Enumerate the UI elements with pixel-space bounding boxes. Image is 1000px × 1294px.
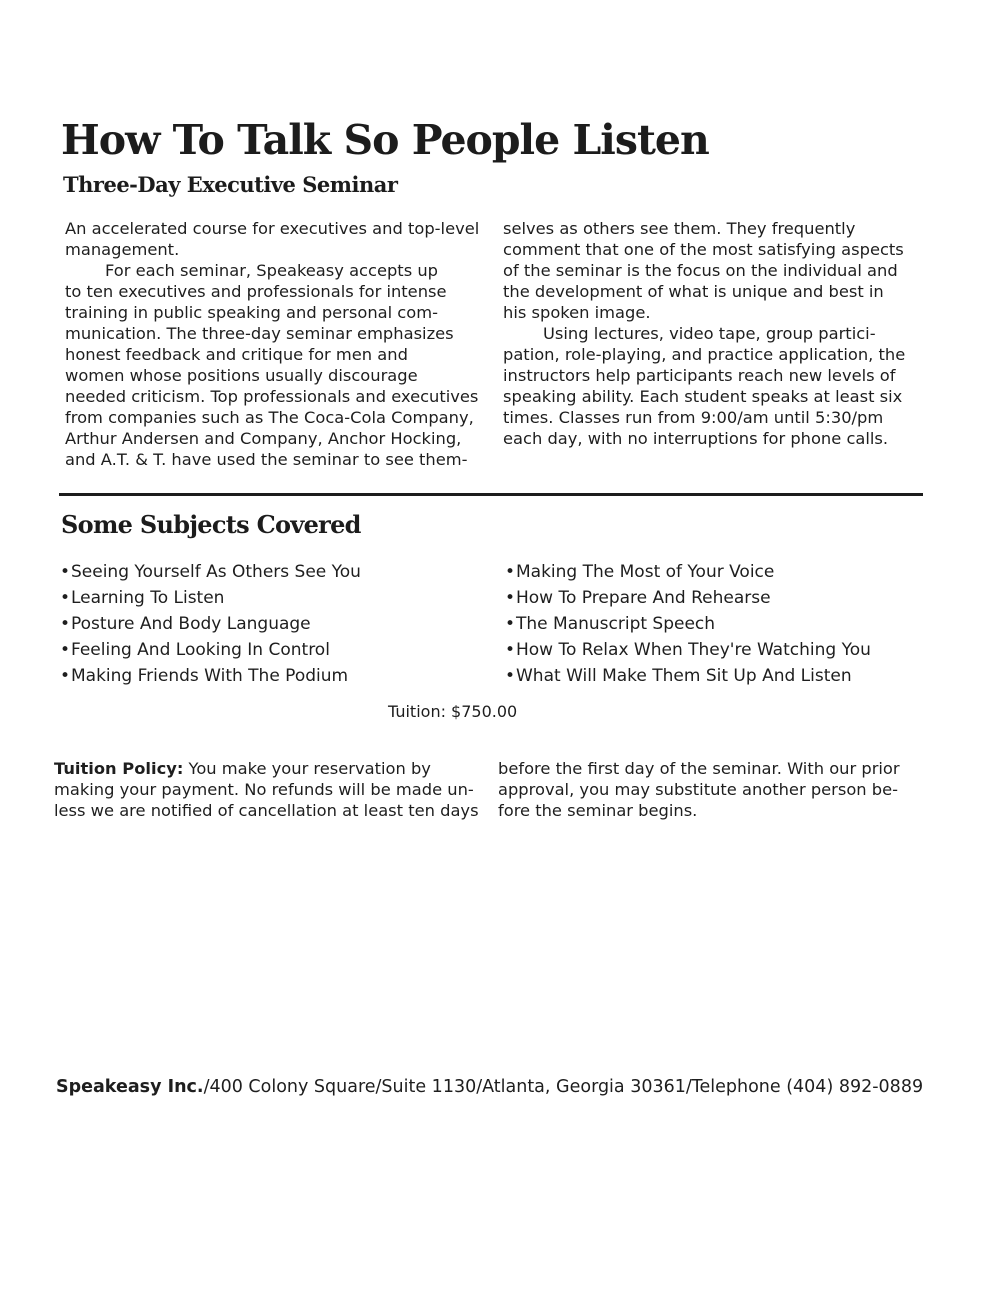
intro-line: the development of what is unique and best in xyxy=(503,282,884,301)
intro-line: his spoken image. xyxy=(503,303,651,322)
policy-line: less we are notified of cancellation at least ten days xyxy=(54,801,479,820)
subject-item: • The Manuscript Speech xyxy=(505,611,871,637)
subject-item: • Making The Most of Your Voice xyxy=(505,559,871,585)
subject-item: • Posture And Body Language xyxy=(60,611,361,637)
intro-line: Arthur Andersen and Company, Anchor Hocking, xyxy=(65,429,462,448)
intro-line: of the seminar is the focus on the individual and xyxy=(503,261,898,280)
policy-line: approval, you may substitute another person be- xyxy=(498,780,899,799)
policy-label: Tuition Policy: xyxy=(54,759,184,778)
intro-line: from companies such as The Coca-Cola Company, xyxy=(65,408,474,427)
intro-line: pation, role-playing, and practice application, the xyxy=(503,345,906,364)
intro-line: instructors help participants reach new levels of xyxy=(503,366,896,385)
intro-line: munication. The three-day seminar emphasizes xyxy=(65,324,454,343)
policy-right-column xyxy=(498,758,908,821)
intro-line: selves as others see them. They frequently xyxy=(503,219,856,238)
intro-line: Using lectures, video tape, group partici- xyxy=(543,324,876,343)
intro-line: to ten executives and professionals for intense xyxy=(65,282,447,301)
subject-item: • How To Prepare And Rehearse xyxy=(505,585,871,611)
intro-line: speaking ability. Each student speaks at least six xyxy=(503,387,903,406)
subject-item: • Feeling And Looking In Control xyxy=(60,637,361,663)
subject-item: • What Will Make Them Sit Up And Listen xyxy=(505,663,871,689)
subjects-heading: Some Subjects Covered xyxy=(61,510,361,539)
subjects-list-right xyxy=(505,559,871,689)
intro-line: times. Classes run from 9:00/am until 5:30/pm xyxy=(503,408,884,427)
intro-left-column xyxy=(65,218,485,470)
company-name: Speakeasy Inc. xyxy=(56,1077,204,1097)
policy-line xyxy=(54,758,479,779)
policy-text: You make your reservation by xyxy=(183,759,431,778)
subject-item: • Making Friends With The Podium xyxy=(60,663,361,689)
policy-line: fore the seminar begins. xyxy=(498,801,698,820)
footer-contact xyxy=(56,1077,923,1097)
intro-line: An accelerated course for executives and top-level xyxy=(65,219,480,238)
subject-item: • Seeing Yourself As Others See You xyxy=(60,559,361,585)
company-address: /400 Colony Square/Suite 1130/Atlanta, Georgia 30361/Telephone (404) 892-0889 xyxy=(203,1077,924,1097)
intro-line: training in public speaking and personal com- xyxy=(65,303,438,322)
policy-line: making your payment. No refunds will be made un- xyxy=(54,780,474,799)
intro-line: management. xyxy=(65,240,180,259)
intro-line: and A.T. & T. have used the seminar to see them- xyxy=(65,450,468,469)
subject-item: • Learning To Listen xyxy=(60,585,361,611)
policy-line: before the first day of the seminar. With our prior xyxy=(498,759,900,778)
page-title: How To Talk So People Listen xyxy=(61,116,709,164)
page-subtitle: Three-Day Executive Seminar xyxy=(63,172,398,197)
subjects-list-left xyxy=(60,559,361,689)
intro-line: each day, with no interruptions for phone calls. xyxy=(503,429,889,448)
intro-line: honest feedback and critique for men and xyxy=(65,345,408,364)
intro-line: comment that one of the most satisfying aspects xyxy=(503,240,904,259)
tuition-price: Tuition: $750.00 xyxy=(388,702,518,721)
section-divider xyxy=(59,493,923,496)
policy-left-column xyxy=(54,758,479,821)
intro-line: For each seminar, Speakeasy accepts up xyxy=(105,261,439,280)
intro-line: women whose positions usually discourage xyxy=(65,366,418,385)
intro-line: needed criticism. Top professionals and executives xyxy=(65,387,479,406)
subject-item: • How To Relax When They're Watching You xyxy=(505,637,871,663)
intro-right-column xyxy=(503,218,923,449)
